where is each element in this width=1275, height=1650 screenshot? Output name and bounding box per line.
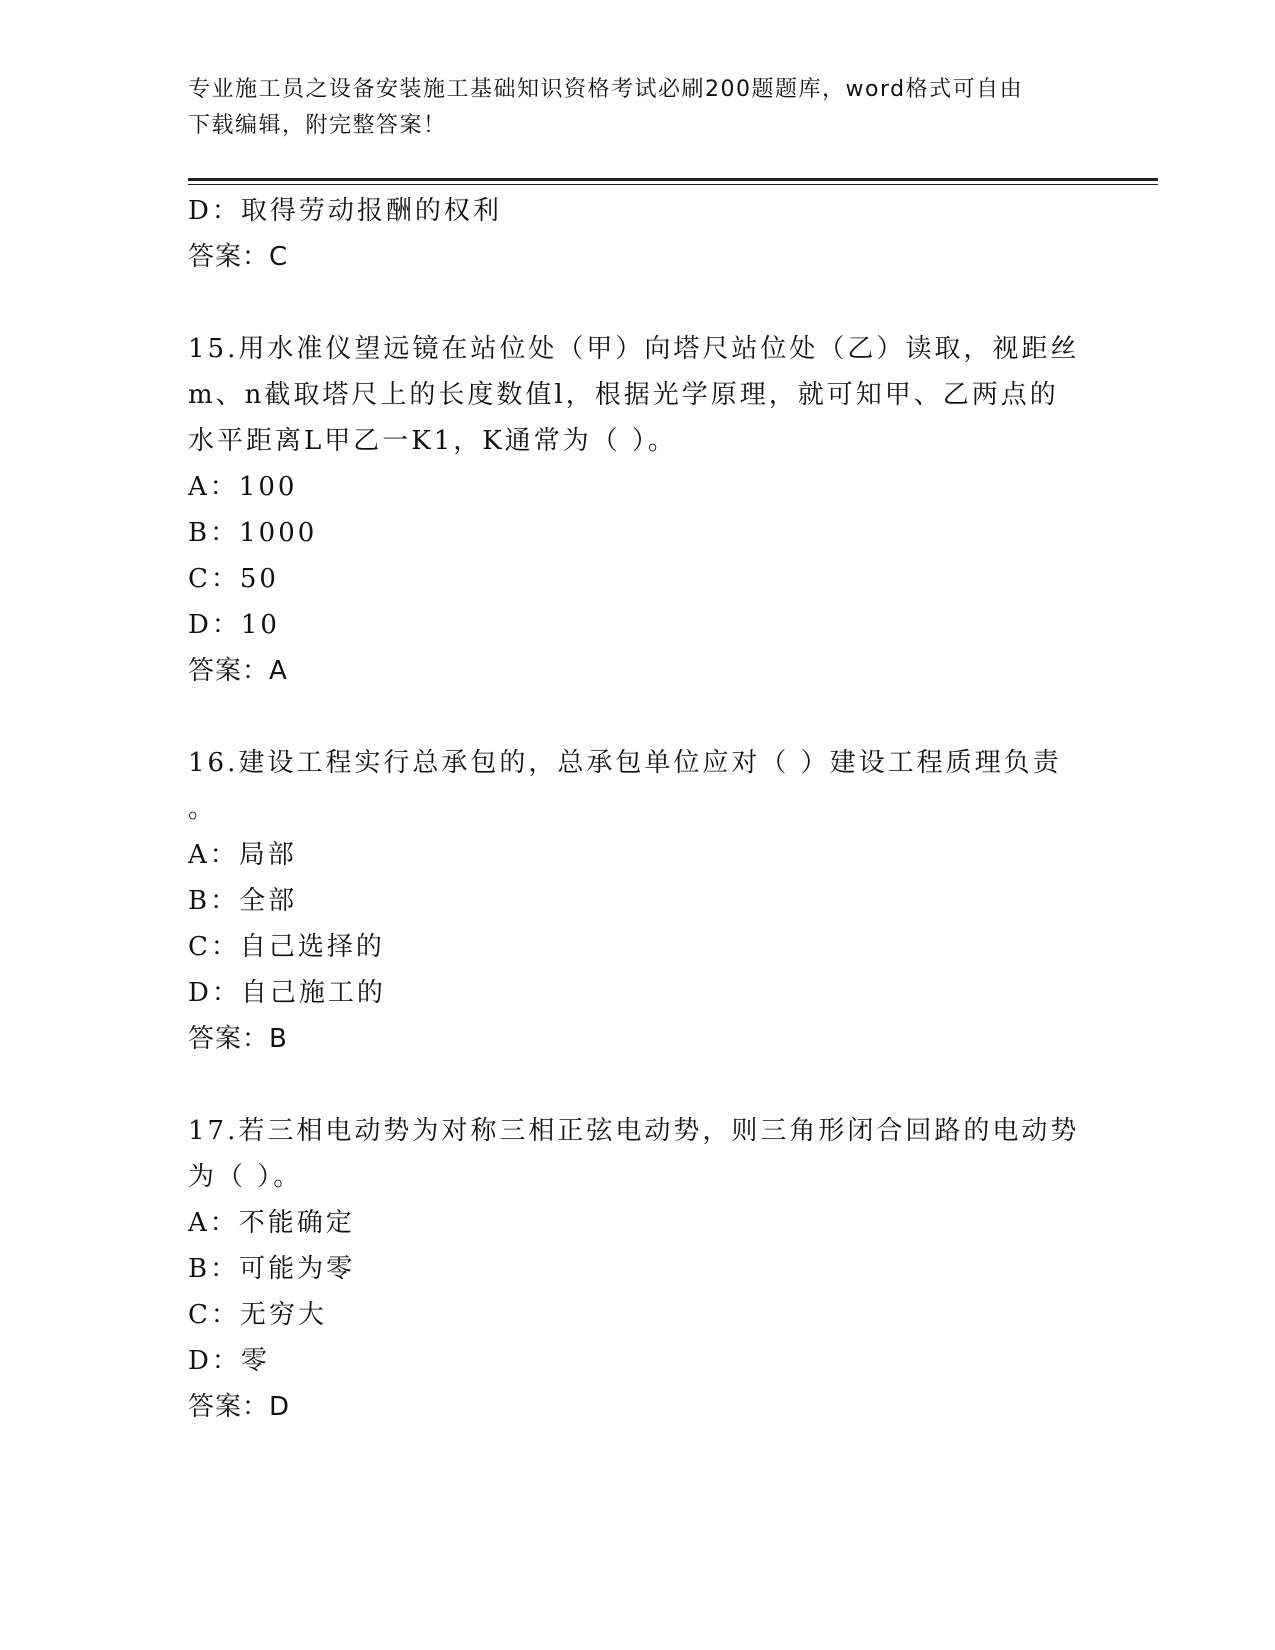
question-15-answer: 答案：A — [188, 656, 288, 686]
question-16-option-c: C：自己选择的 — [188, 932, 385, 962]
question-15-text-1: 15.用水准仪望远镜在站位处（甲）向塔尺站位处（乙）读取，视距丝 — [188, 334, 1080, 364]
question-16-text-1: 16.建设工程实行总承包的，总承包单位应对（ ）建设工程质理负责 — [188, 748, 1062, 778]
question-17-text-2: 为（ ）。 — [188, 1162, 303, 1192]
question-16-option-a: A：局部 — [188, 840, 297, 870]
question-17-answer: 答案：D — [188, 1392, 291, 1422]
question-15-option-c: C：50 — [188, 564, 279, 594]
header-line-2: 下载编辑，附完整答案！ — [188, 113, 447, 138]
question-15-option-b: B：1000 — [188, 518, 318, 548]
question-16-option-d: D：自己施工的 — [188, 978, 386, 1008]
question-15-option-d: D：10 — [188, 610, 280, 640]
spacer — [188, 1062, 1088, 1108]
spacer — [188, 694, 1088, 740]
question-17-option-c: C：无穷大 — [188, 1300, 327, 1330]
question-17 — [188, 1108, 1088, 1430]
header-divider-thin — [188, 184, 1158, 185]
question-17-option-b: B：可能为零 — [188, 1254, 356, 1284]
prev-option-d: D：取得劳动报酬的权利 — [188, 196, 502, 226]
header-line-1: 专业施工员之设备安装施工基础知识资格考试必刷200题题库，word格式可自由 — [188, 77, 1024, 102]
question-16-option-b: B：全部 — [188, 886, 298, 916]
question-17-option-d: D：零 — [188, 1346, 270, 1376]
question-15-text-3: 水平距离L甲乙一K1，K通常为（ ）。 — [188, 426, 677, 456]
question-15 — [188, 326, 1088, 694]
page-header — [188, 72, 1088, 144]
header-divider-thick — [188, 178, 1158, 181]
question-16 — [188, 740, 1088, 1062]
question-15-text-2: m、n截取塔尺上的长度数值l，根据光学原理，就可知甲、乙两点的 — [188, 380, 1059, 410]
question-16-text-2: 。 — [188, 794, 218, 824]
question-content — [188, 188, 1088, 1430]
question-17-option-a: A：不能确定 — [188, 1208, 355, 1238]
prev-answer: 答案：C — [188, 242, 289, 272]
question-15-option-a: A：100 — [188, 472, 298, 502]
spacer — [188, 280, 1088, 326]
question-17-text-1: 17.若三相电动势为对称三相正弦电动势，则三角形闭合回路的电动势 — [188, 1116, 1080, 1146]
question-16-answer: 答案：B — [188, 1024, 288, 1054]
